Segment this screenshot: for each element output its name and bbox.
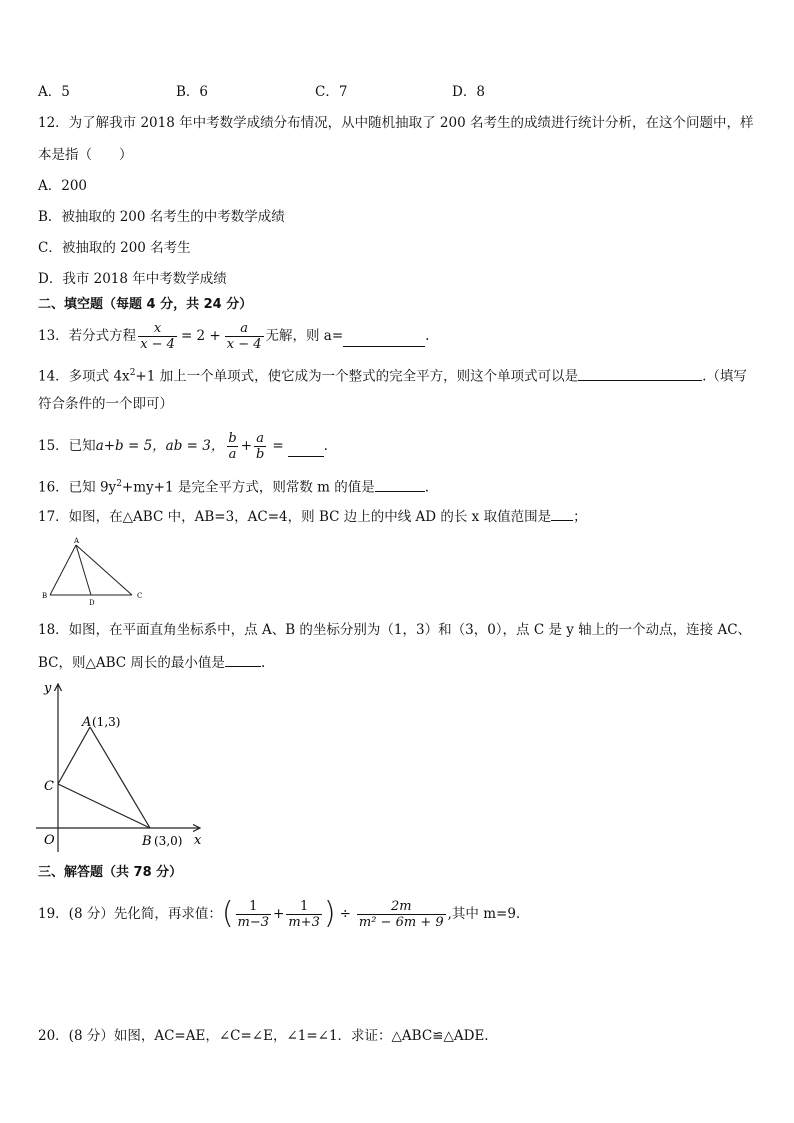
- q15-frac2-denominator: b: [256, 446, 265, 462]
- q19: [38, 891, 520, 937]
- q18-label-o: O: [44, 833, 55, 848]
- q17: [38, 506, 587, 526]
- q13-frac1-numerator: x: [153, 320, 162, 336]
- q13-answer-blank[interactable]: [343, 332, 425, 347]
- q18-line1: 18．如图，在平面直角坐标系中，点 A、B 的坐标分别为（1，3）和（3，0），点 C 是 y 轴上的一个动点，连接 AC、: [38, 622, 752, 638]
- q18-label-b-coord: (3,0): [154, 834, 183, 848]
- q13-end: .: [425, 328, 430, 344]
- q19-prefix: 19．(8 分）先化简，再求值：: [38, 906, 222, 922]
- q12-stem-line1: 12．为了解我市 2018 年中考数学成绩分布情况，从中随机抽取了 200 名考生的成绩进行统计分析，在这个问题中，样: [38, 115, 754, 131]
- q13-prefix: 13．若分式方程: [38, 328, 137, 344]
- q15-prefix: 15．已知: [38, 438, 96, 454]
- q19-frac3-numerator: 2m: [390, 898, 412, 914]
- q11-option-d: D．8: [452, 84, 485, 100]
- q19-plus: +: [273, 906, 285, 922]
- q15-frac1-numerator: b: [228, 430, 237, 446]
- q16-superscript: 2: [116, 479, 122, 489]
- q19-fraction-1: [236, 899, 272, 930]
- q18-coordinate-figure: [30, 678, 220, 860]
- q18-answer-blank[interactable]: [225, 652, 261, 667]
- q12-option-d: D．我市 2018 年中考数学成绩: [38, 271, 227, 287]
- q12-option-c: C．被抽取的 200 名考生: [38, 240, 191, 256]
- q15-frac2-numerator: a: [256, 430, 265, 446]
- q13-fraction-2: [225, 321, 264, 352]
- q12-option-b: B．被抽取的 200 名考生的中考数学成绩: [38, 209, 285, 225]
- q19-fraction-2: [286, 899, 322, 930]
- q18-label-y: y: [44, 681, 52, 696]
- q18-label-c: C: [44, 779, 54, 794]
- q14-superscript: 2: [129, 368, 136, 378]
- q17-label-b: B: [42, 592, 48, 600]
- q17-text: 17．如图，在△ABC 中，AB=3，AC=4，则 BC 边上的中线 AD 的长 x 取值范围是: [38, 509, 552, 525]
- q15-answer-blank[interactable]: [288, 442, 324, 457]
- q14-prefix: 14．多项式 4x: [38, 368, 130, 385]
- q13: [38, 318, 429, 354]
- q15-end: .: [323, 438, 328, 454]
- q18-segment-ab: [90, 727, 150, 828]
- q15-equals: =: [272, 438, 284, 454]
- q13-frac1-denominator: x − 4: [140, 336, 175, 352]
- q11-option-b: B．6: [176, 84, 209, 100]
- q13-middle: = 2 +: [180, 328, 221, 344]
- q17-median-ad: [76, 545, 91, 595]
- q19-left-paren: (: [221, 896, 234, 931]
- q14-end: .（填写: [702, 368, 747, 385]
- q20: 20．(8 分）如图，AC=AE，∠C=∠E，∠1=∠1．求证：△ABC≌△ADE.: [38, 1028, 489, 1044]
- q14-line2: 符合条件的一个即可）: [38, 396, 173, 412]
- q16-end: .: [424, 479, 430, 496]
- q19-right-paren: ): [323, 896, 336, 931]
- q18-end: .: [260, 655, 266, 671]
- q17-label-c: C: [137, 592, 143, 600]
- q15: [38, 426, 328, 466]
- q15-fraction-2: [254, 431, 266, 462]
- q19-frac1-denominator: m−3: [237, 914, 270, 930]
- q15-frac1-denominator: a: [228, 446, 237, 462]
- q16-prefix: 16．已知 9y: [38, 479, 117, 496]
- q11-option-c: C．7: [315, 84, 348, 100]
- q18-segment-ac: [58, 727, 90, 784]
- q18-label-a: A: [82, 715, 92, 730]
- q19-frac1-numerator: 1: [249, 898, 258, 914]
- q13-suffix: 无解，则 a=: [265, 328, 344, 344]
- q18-line2: [38, 652, 265, 672]
- q13-fraction-1: [138, 321, 177, 352]
- q17-answer-blank[interactable]: [551, 506, 573, 521]
- q19-frac3-denominator: m² − 6m + 9: [358, 914, 444, 930]
- q13-frac2-numerator: a: [240, 320, 249, 336]
- q14-answer-blank[interactable]: [578, 366, 702, 381]
- q19-divide: ÷: [339, 906, 351, 922]
- q12-stem-line2: 本是指（ ）: [38, 147, 133, 163]
- section-fill-in-heading: 二、填空题（每题 4 分，共 24 分）: [38, 297, 253, 312]
- q16-answer-blank[interactable]: [375, 477, 425, 492]
- q18-segment-bc: [58, 784, 150, 828]
- q14-line1: [38, 364, 747, 386]
- q15-plus: +: [240, 438, 252, 454]
- q19-suffix: ,其中 m=9.: [447, 906, 521, 922]
- q17-side-ac: [76, 545, 132, 595]
- q17-label-a: A: [74, 537, 80, 545]
- q17-side-ab: [50, 545, 76, 595]
- q13-frac2-denominator: x − 4: [226, 336, 262, 352]
- q17-label-d: D: [89, 599, 95, 607]
- q16: [38, 475, 429, 497]
- q14-mid: +1 加上一个单项式，使它成为一个整式的完全平方，则这个单项式可以是: [135, 368, 579, 385]
- q19-frac2-numerator: 1: [299, 898, 309, 914]
- q12-option-a: A．200: [38, 178, 88, 194]
- q19-fraction-3: [357, 899, 446, 930]
- q15-condition: a+b = 5，ab = 3，: [95, 438, 225, 454]
- q19-frac2-denominator: m+3: [288, 914, 320, 930]
- section-solve-heading: 三、解答题（共 78 分）: [38, 865, 183, 880]
- q11-option-a: A．5: [38, 84, 70, 100]
- q18-line2-text: BC，则△ABC 周长的最小值是: [38, 655, 225, 671]
- q16-mid: +my+1 是完全平方式，则常数 m 的值是: [121, 479, 375, 496]
- q15-fraction-1: [226, 431, 238, 462]
- q18-label-x: x: [194, 833, 202, 848]
- q17-triangle-figure: [36, 536, 156, 608]
- q17-end: ；: [573, 509, 587, 525]
- q18-label-a-coord: (1,3): [92, 715, 121, 729]
- q18-label-b: B: [142, 834, 152, 849]
